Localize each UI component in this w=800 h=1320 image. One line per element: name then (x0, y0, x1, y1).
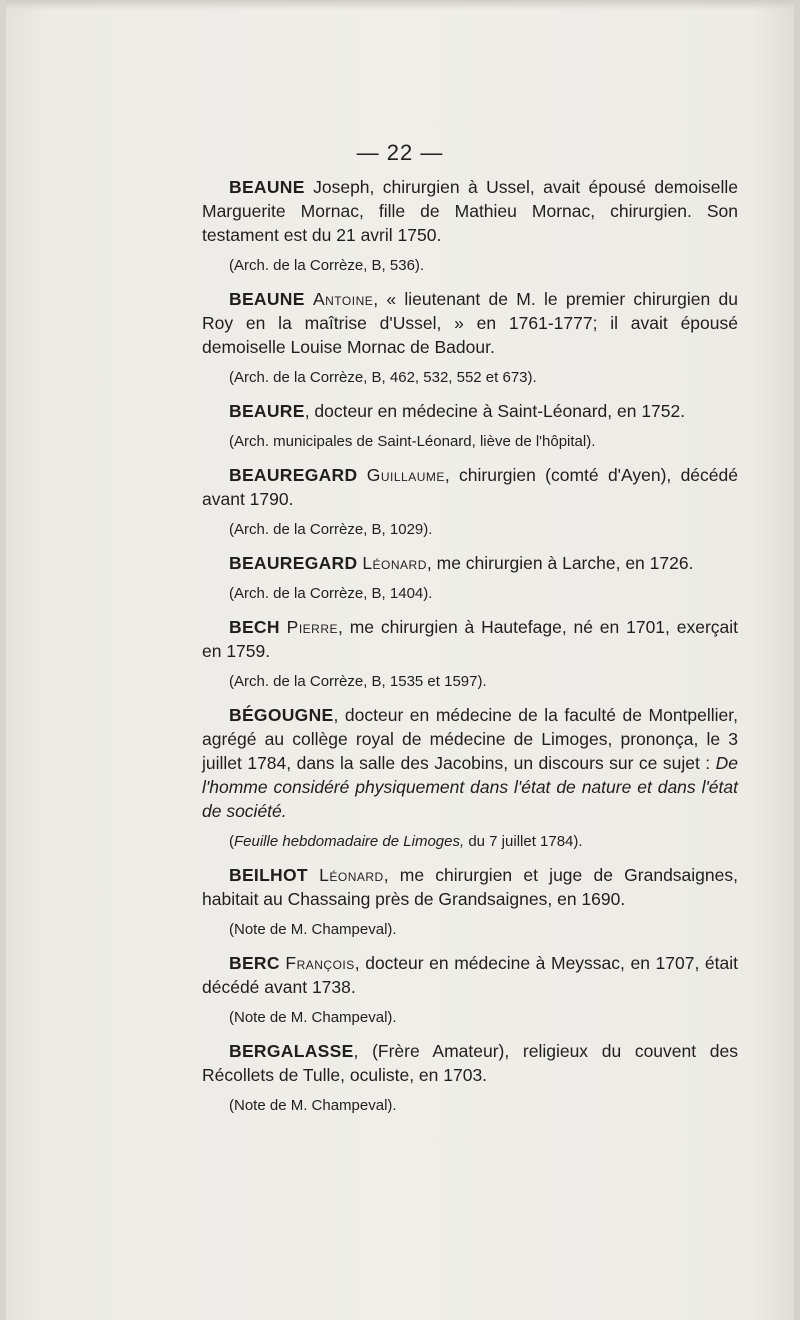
entry-name: BEILHOT (229, 865, 308, 885)
entry-main (202, 951, 738, 999)
entry-beauregard-guillaume (202, 463, 738, 542)
entry-main (202, 703, 738, 823)
entry-source: (Arch. de la Corrèze, B, 536). (229, 257, 425, 274)
entry-main (202, 399, 738, 423)
entry-source: (Note de M. Champeval). (229, 921, 397, 938)
entry-text: , me chirurgien à Hautefage, né en 1701, exerçait en 1759. (202, 617, 739, 661)
entry-main (202, 1039, 738, 1087)
entry-source: (Arch. municipales de Saint-Léonard, liève de l'hôpital). (229, 433, 596, 450)
entries-list (202, 175, 738, 1127)
entry-name: BEAUREGARD (229, 553, 358, 573)
entry-name: BEAUNE (229, 177, 305, 197)
top-shadow (0, 0, 800, 10)
entry-begougne (202, 703, 738, 854)
entry-source: (Arch. de la Corrèze, B, 462, 532, 552 et 673). (229, 369, 537, 386)
entry-beaune-antoine (202, 287, 738, 390)
entry-beilhot-leonard (202, 863, 738, 942)
entry-italic-title: De l'homme considéré physiquement dans l'état de nature et dans l'état de société. (202, 753, 738, 821)
entry-beaure (202, 399, 738, 454)
entry-text: Joseph, chirurgien à Ussel, avait épousé demoiselle Marguerite Mornac, fille de Mathieu Mornac, chirurgien. Son testament est du 21 avril 1750. (202, 177, 738, 245)
entry-text: , « lieutenant de M. le premier chirurgien du Roy en la maîtrise d'Ussel, » en 1761-1777; il avait épousé demoiselle Louise Mornac de Badour. (202, 289, 738, 357)
entry-given-name: François (285, 953, 355, 973)
entry-name: BECH (229, 617, 280, 637)
entry-name: BERGALASSE (229, 1041, 354, 1061)
entry-text: , (Frère Amateur), religieux du couvent des Récollets de Tulle, oculiste, en 1703. (202, 1041, 738, 1085)
entry-source: (Arch. de la Corrèze, B, 1029). (229, 521, 433, 538)
entry-main (202, 175, 738, 247)
left-edge (0, 0, 6, 1320)
page-number: — 22 — (356, 140, 444, 165)
entry-name: BEAURE (229, 401, 305, 421)
entry-text: , chirurgien (comté d'Ayen), décédé avant 1790. (202, 465, 738, 509)
entry-main (202, 551, 738, 575)
entry-text: , docteur en médecine à Meyssac, en 1707, était décédé avant 1738. (202, 953, 738, 997)
entry-text: , me chirurgien et juge de Grandsaignes, habitait au Chassaing près de Grandsaignes, en 1690. (202, 865, 738, 909)
entry-bech-pierre (202, 615, 738, 694)
entry-source: (Arch. de la Corrèze, B, 1535 et 1597). (229, 673, 487, 690)
right-edge (794, 0, 800, 1320)
entry-text: , docteur en médecine de la faculté de Montpellier, agrégé au collège royal de médecine de Limoges, prononça, le 3 juillet 1784, dans la salle des Jacobins, un discours sur ce sujet : (202, 705, 738, 773)
entry-source: (Arch. de la Corrèze, B, 1404). (229, 585, 433, 602)
entry-given-name: Léonard (362, 553, 427, 573)
entry-text: , me chirurgien à Larche, en 1726. (426, 553, 694, 573)
entry-berc-francois (202, 951, 738, 1030)
entry-main (202, 287, 738, 359)
entry-source: (Note de M. Champeval). (229, 1097, 397, 1114)
entry-beaune-joseph (202, 175, 738, 278)
entry-text: , docteur en médecine à Saint-Léonard, en 1752. (304, 401, 686, 421)
entry-source: (Feuille hebdomadaire de Limoges, du 7 juillet 1784). (229, 833, 583, 850)
entry-given-name: Léonard (319, 865, 384, 885)
entry-bergalasse (202, 1039, 738, 1118)
entry-source-italic: Feuille hebdomadaire de Limoges, (234, 833, 465, 850)
entry-main (202, 463, 738, 511)
entry-given-name: Antoine (312, 289, 374, 309)
entry-name: BERC (229, 953, 280, 973)
entry-name: BEAUREGARD (229, 465, 358, 485)
entry-main (202, 615, 738, 663)
entry-name: BÉGOUGNE (229, 705, 334, 725)
entry-name: BEAUNE (229, 289, 305, 309)
entry-source: (Note de M. Champeval). (229, 1009, 397, 1026)
entry-given-name: Pierre (286, 617, 338, 637)
entry-beauregard-leonard (202, 551, 738, 606)
entry-given-name: Guillaume (366, 465, 445, 485)
entry-main (202, 863, 738, 911)
